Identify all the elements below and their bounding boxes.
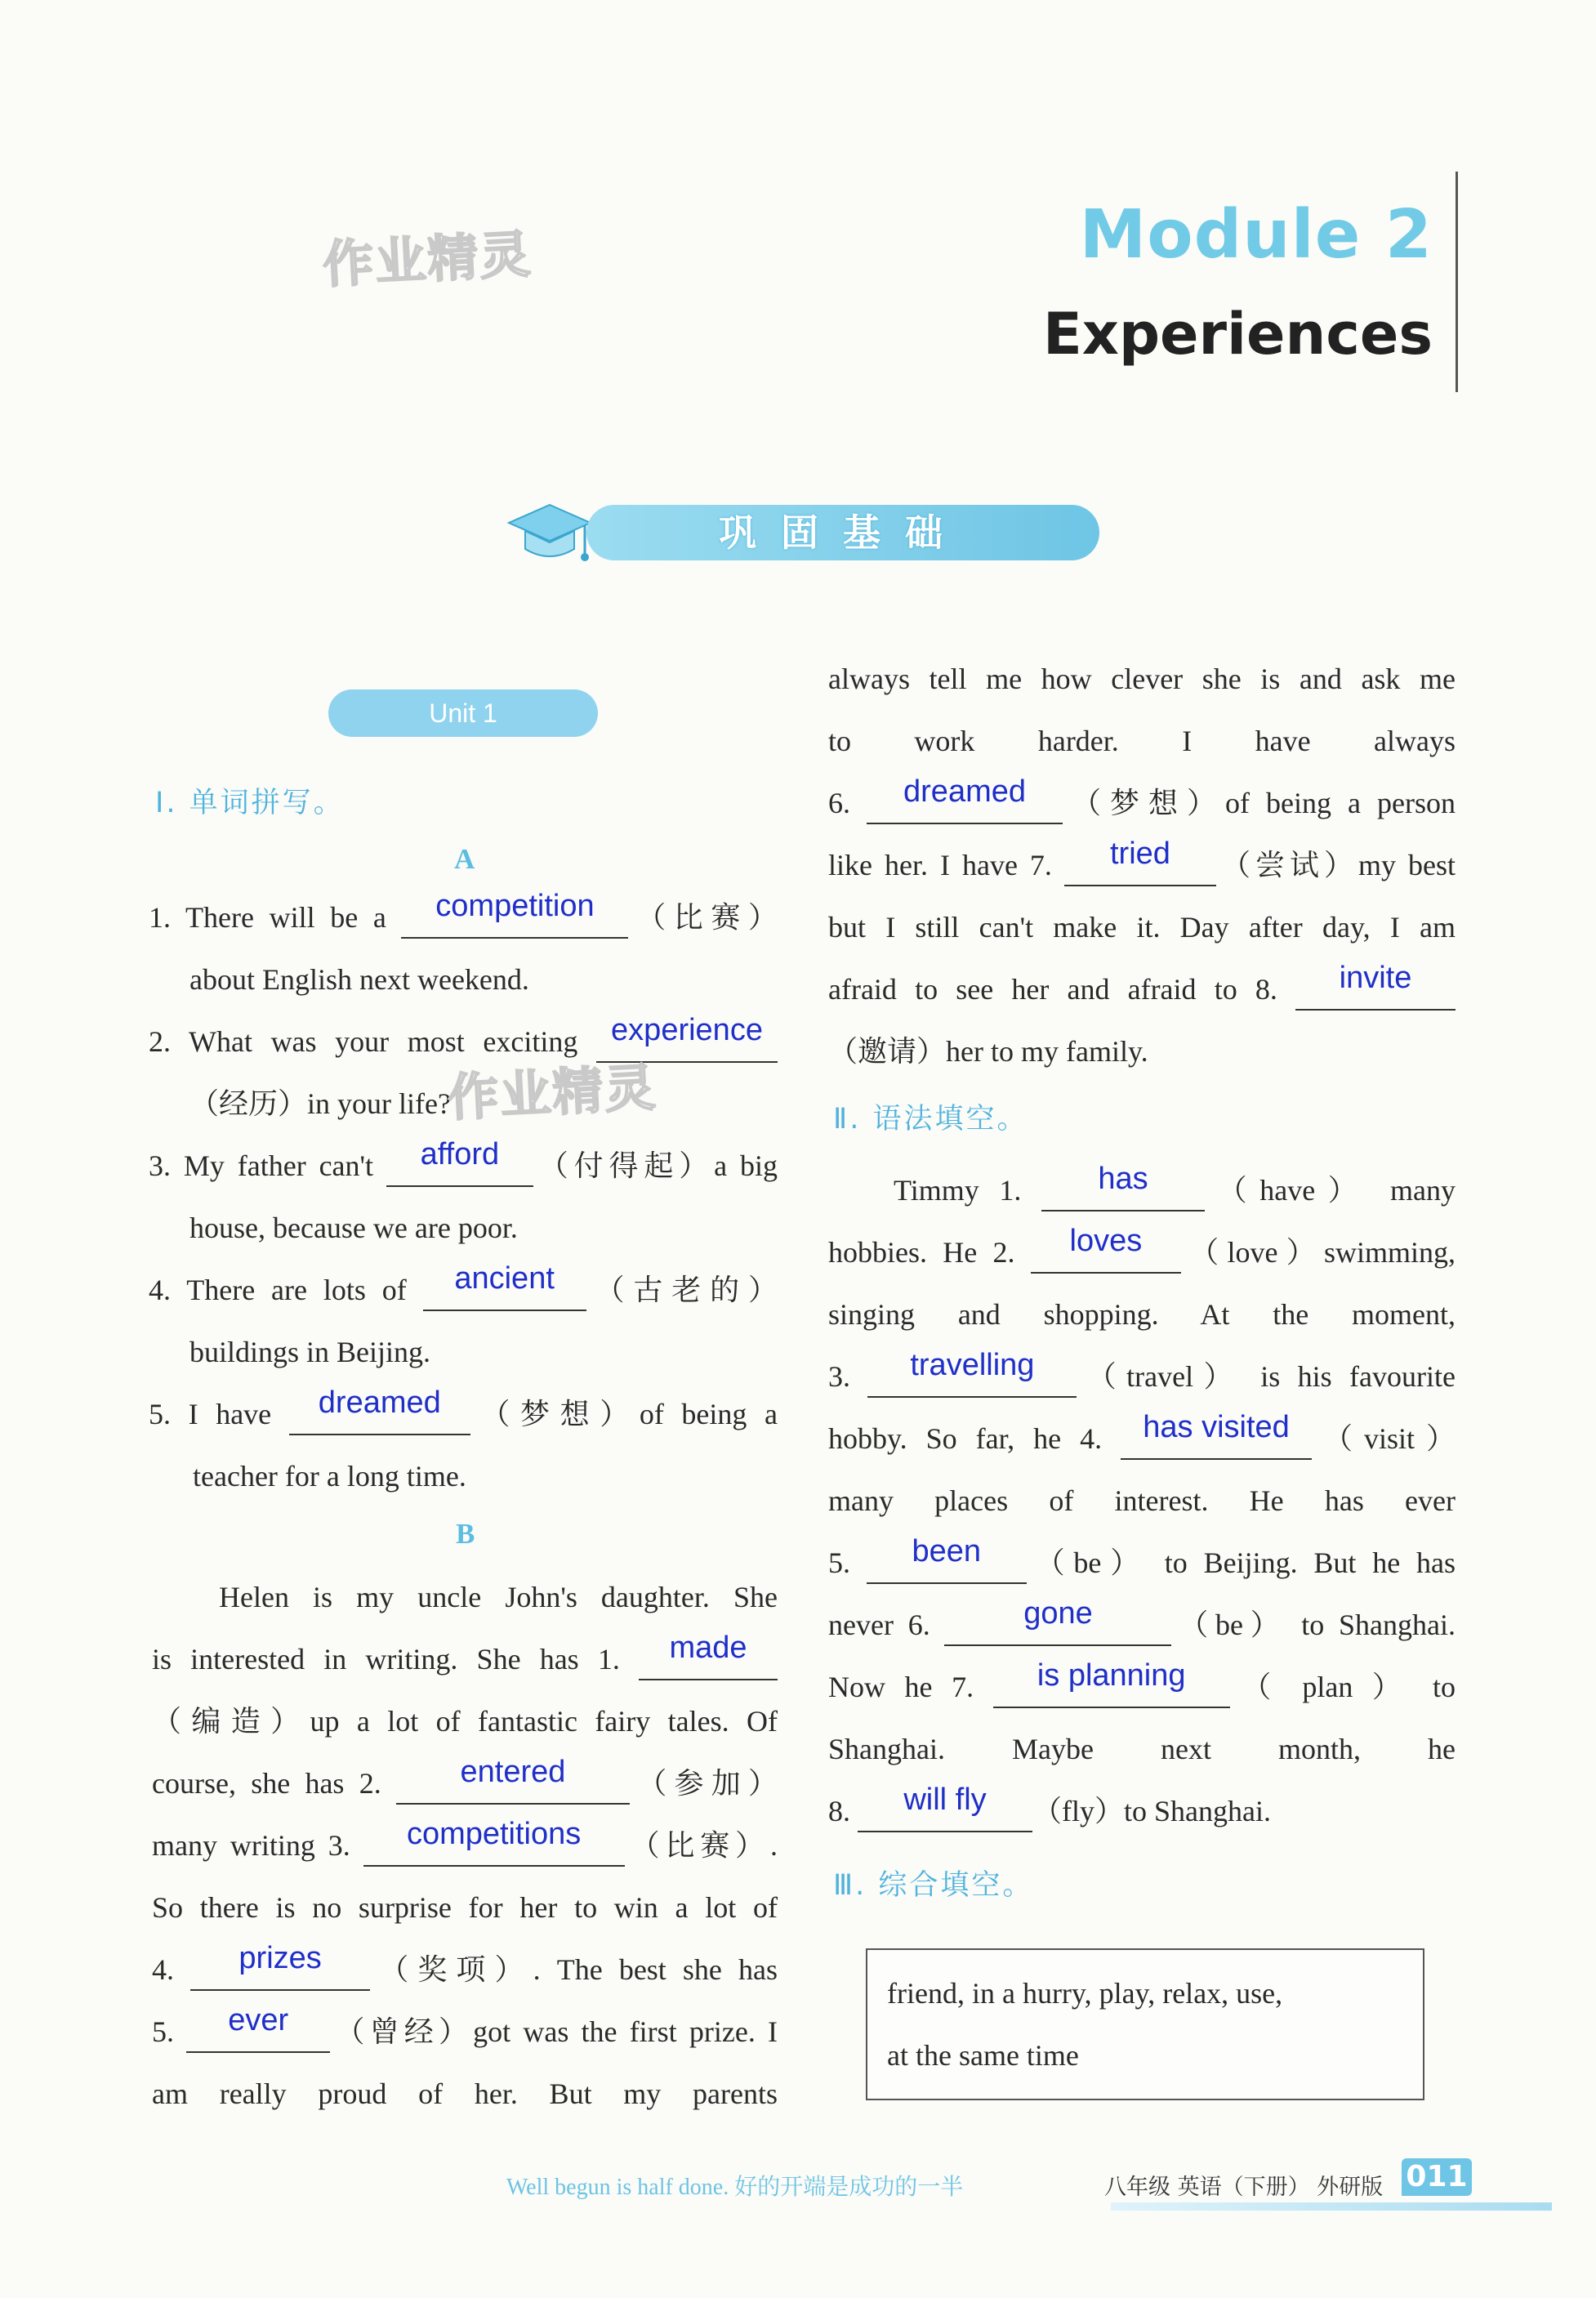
answer-blank[interactable]: is planning <box>993 1667 1230 1708</box>
answer-blank[interactable]: invite <box>1295 970 1456 1011</box>
answer-blank[interactable]: been <box>867 1543 1027 1584</box>
answer-blank[interactable]: experience <box>596 1022 778 1063</box>
part-b-label: B <box>456 1518 475 1550</box>
banner-title: 巩固基础 <box>719 511 967 555</box>
section-banner <box>586 505 1099 560</box>
answer-blank[interactable]: ancient <box>423 1270 586 1311</box>
footer-book-info: 八年级 英语（下册） 外研版 <box>1104 2175 1384 2200</box>
graduation-cap-icon <box>505 490 595 572</box>
answer-blank[interactable]: travelling <box>867 1357 1077 1398</box>
answer-blank[interactable]: will fly <box>858 1792 1032 1832</box>
answer-blank[interactable]: loves <box>1031 1233 1181 1274</box>
answer-blank[interactable]: dreamed <box>867 783 1063 824</box>
header-divider <box>1456 172 1458 392</box>
watermark-top: 作业精灵 <box>321 224 534 295</box>
word-box-line-1: friend, in a hurry, play, relax, use, <box>887 1977 1283 2010</box>
section-2-heading: Ⅱ. 语法填空。 <box>833 1103 1028 1136</box>
unit-label: Unit 1 <box>328 689 598 737</box>
answer-blank[interactable]: tried <box>1064 846 1216 886</box>
word-box-line-2: at the same time <box>887 2039 1079 2072</box>
answer-blank[interactable]: gone <box>944 1605 1171 1646</box>
footer-motto: Well begun is half done. 好的开端是成功的一半 <box>506 2175 964 2200</box>
footer-bar <box>1111 2202 1552 2211</box>
part-a-label: A <box>454 843 475 875</box>
watermark-mid: 作业精灵 <box>446 1057 659 1128</box>
answer-blank[interactable]: made <box>639 1640 778 1680</box>
module-title: Module 2 <box>1079 196 1433 274</box>
answer-blank[interactable]: competition <box>401 898 628 939</box>
answer-blank[interactable]: has visited <box>1121 1419 1312 1460</box>
module-subtitle: Experiences <box>1042 301 1433 368</box>
section-1-heading: Ⅰ. 单词拼写。 <box>155 787 345 819</box>
word-box <box>866 1948 1424 2100</box>
answer-blank[interactable]: entered <box>396 1764 630 1805</box>
answer-blank[interactable]: dreamed <box>289 1394 470 1435</box>
answer-blank[interactable]: competitions <box>363 1826 625 1867</box>
page-number: 011 <box>1402 2158 1472 2196</box>
answer-blank[interactable]: afford <box>386 1146 533 1187</box>
answer-blank[interactable]: prizes <box>190 1950 370 1991</box>
section-3-heading: Ⅲ. 综合填空。 <box>833 1869 1034 1902</box>
answer-blank[interactable]: ever <box>186 2012 330 2053</box>
answer-blank[interactable]: has <box>1041 1171 1205 1211</box>
